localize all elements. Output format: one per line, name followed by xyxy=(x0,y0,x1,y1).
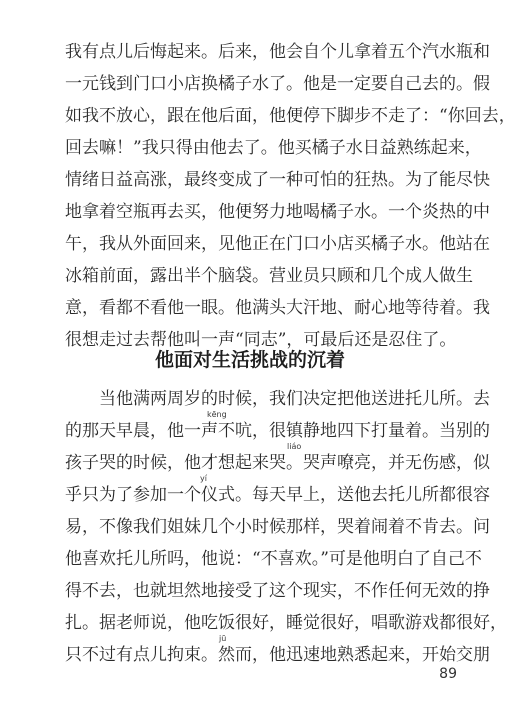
text-line: 扎。据老师说，他吃饭很好，睡觉很好，唱歌游戏都很好， xyxy=(65,613,507,633)
pinyin-annotation: kēng xyxy=(207,410,227,419)
text-line: 我有点儿后悔起来。后来，他会自个儿拿着五个汽水瓶和 xyxy=(65,42,490,62)
text-line: 当他满两周岁的时候，我们决定把他送进托儿所。去 xyxy=(99,389,490,409)
text-line: 意，看都不看他一眼。他满头大汗地、耐心地等待着。我 xyxy=(65,298,490,318)
pinyin-annotation: liáo xyxy=(287,442,302,451)
text-line: 的那天早晨，他一声不吭，很镇静地四下打量着。当别的 xyxy=(65,421,490,441)
pinyin-annotation: jū xyxy=(219,634,227,643)
text-line: 地拿着空瓶再去买，他便努力地喝橘子水。一个炎热的中 xyxy=(65,202,490,222)
text-line: 一元钱到门口小店换橘子水了。他是一定要自己去的。假 xyxy=(65,74,490,94)
text-line: 如我不放心，跟在他后面，他便停下脚步不走了：“你回去， xyxy=(65,106,516,126)
text-line: 得不去，也就坦然地接受了这个现实，不作任何无效的挣 xyxy=(65,581,490,601)
text-line: 很想走过去帮他叫一声“同志”，可最后还是忍住了。 xyxy=(65,330,457,350)
text-line: 情绪日益高涨，最终变成了一种可怕的狂热。为了能尽快 xyxy=(65,170,490,190)
section-heading: 他面对生活挑战的沉着 xyxy=(154,349,345,371)
text-line: 乎只为了参加一个仪式。每天早上，送他去托儿所都很容 xyxy=(65,485,490,505)
text-line: 孩子哭的时候，他才想起来哭。哭声嘹亮，并无伤感，似 xyxy=(65,453,490,473)
text-line: 易，不像我们姐妹几个小时候那样，哭着闹着不肯去。问 xyxy=(65,517,490,537)
page-number: 89 xyxy=(439,666,457,682)
text-line: 午，我从外面回来，见他正在门口小店买橘子水。他站在 xyxy=(65,234,490,254)
pinyin-annotation: yí xyxy=(200,474,207,483)
text-line: 冰箱前面，露出半个脑袋。营业员只顾和几个成人做生 xyxy=(65,266,473,286)
text-line: 只不过有点儿拘束。然而，他迅速地熟悉起来，开始交朋 xyxy=(65,645,490,665)
text-line: 回去嘛！”我只得由他去了。他买橘子水日益熟练起来， xyxy=(65,138,482,158)
text-line: 他喜欢托儿所吗，他说：“不喜欢。”可是他明白了自己不 xyxy=(65,549,482,569)
